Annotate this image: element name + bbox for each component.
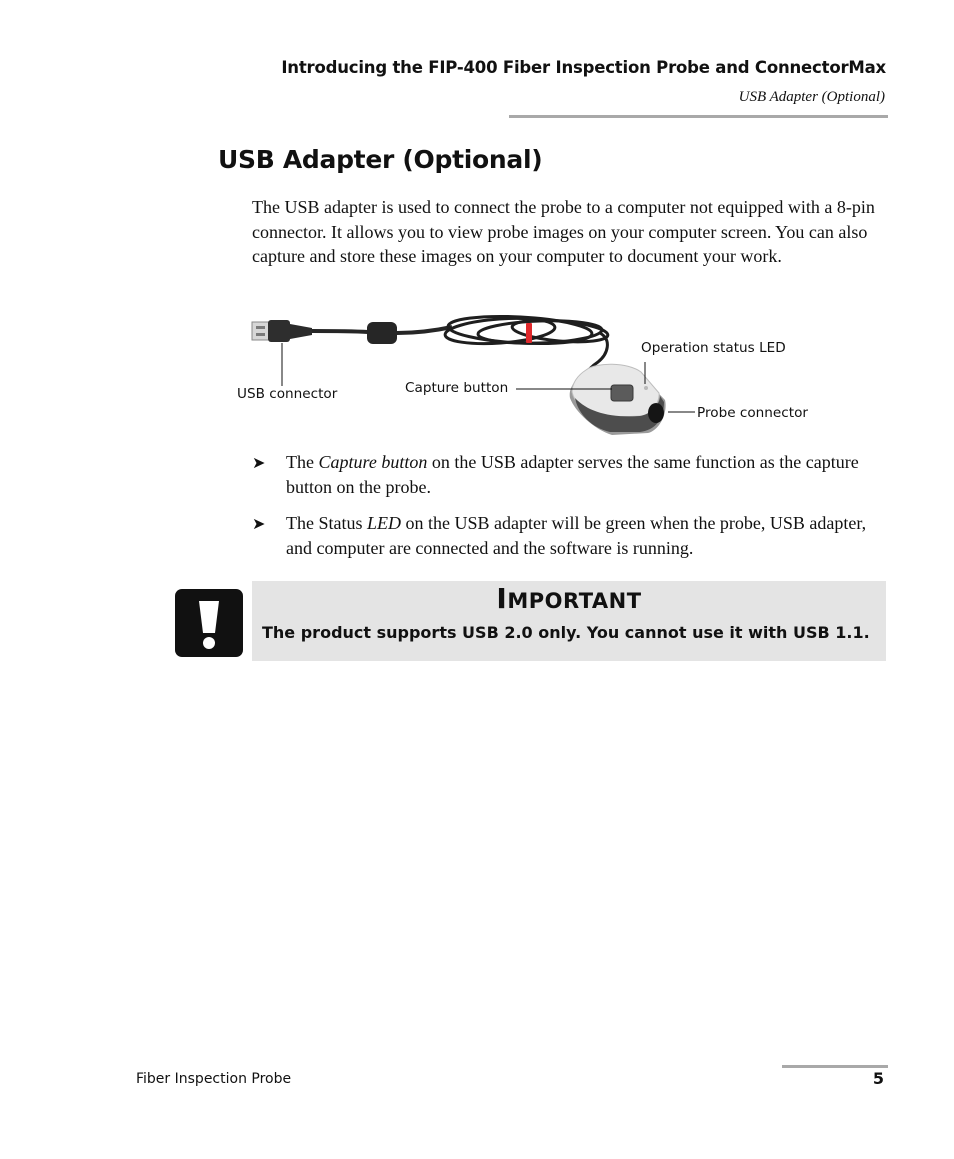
callout-leader-lines xyxy=(282,343,695,412)
callout-operation-status-led: Operation status LED xyxy=(641,340,786,356)
running-header-section: USB Adapter (Optional) xyxy=(738,89,885,105)
bullet-item xyxy=(252,450,892,500)
arrow-bullet-icon: ➤ xyxy=(252,455,266,472)
callout-usb-connector: USB connector xyxy=(237,386,338,402)
important-heading: IMPORTANT xyxy=(496,582,642,615)
header-rule xyxy=(509,115,888,118)
usb-cable xyxy=(312,331,368,332)
cable-marker xyxy=(526,323,532,343)
ferrite-core xyxy=(367,322,397,344)
exclamation-icon xyxy=(175,589,243,657)
intro-paragraph: The USB adapter is used to connect the probe to a computer not equipped with a 8-pin connector. It allows you to view probe images on your computer screen. You can also capture and store these images on your computer to document your work. xyxy=(252,197,875,267)
status-led xyxy=(644,386,648,390)
important-text: The product supports USB 2.0 only. You cannot use it with USB 1.1. xyxy=(262,623,870,642)
bullet-item xyxy=(252,511,892,561)
adapter-body xyxy=(570,364,666,435)
important-note xyxy=(252,581,886,661)
usb-plug-icon xyxy=(252,320,312,342)
callout-probe-connector: Probe connector xyxy=(697,405,808,421)
footer-title: Fiber Inspection Probe xyxy=(136,1071,292,1087)
page-number: 5 xyxy=(872,1069,884,1088)
probe-port xyxy=(648,403,664,423)
section-heading: USB Adapter (Optional) xyxy=(218,145,543,174)
capture-button-shape xyxy=(611,385,633,401)
arrow-bullet-icon: ➤ xyxy=(252,516,266,533)
footer-rule xyxy=(782,1065,888,1068)
cable-coil xyxy=(444,313,608,376)
running-header-title: Introducing the FIP-400 Fiber Inspection Probe and ConnectorMax xyxy=(281,58,886,77)
bullet-text: The Status LED on the USB adapter will be green when the probe, USB adapter, and computer are connected and the software is running. xyxy=(286,513,867,558)
callout-capture-button: Capture button xyxy=(405,380,509,396)
bullet-text: The Capture button on the USB adapter serves the same function as the capture button on the probe. xyxy=(286,452,859,497)
